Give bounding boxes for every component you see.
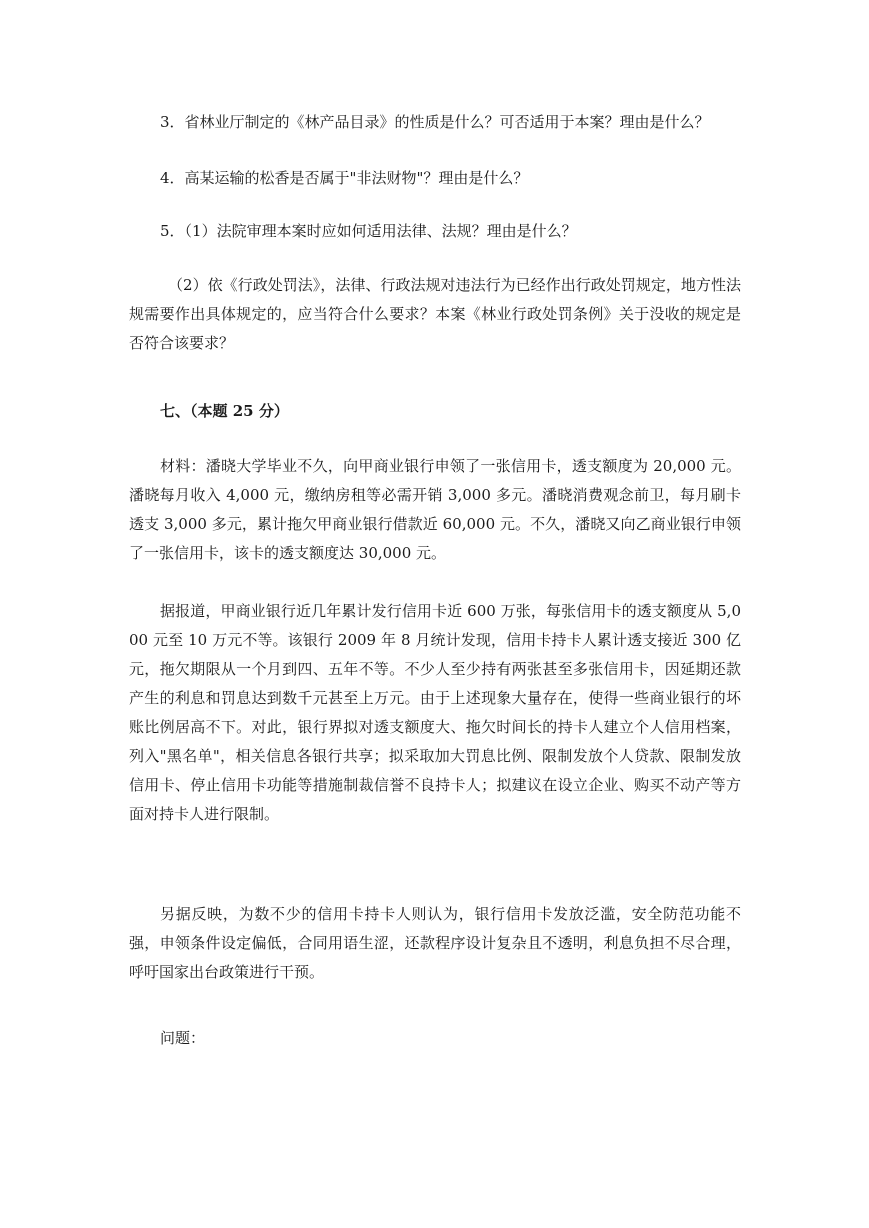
- material-paragraph-2: 据报道，甲商业银行近几年累计发行信用卡近 600 万张，每张信用卡的透支额度从 5,000 元至 10 万元不等。该银行 2009 年 8 月统计发现，信用卡持卡人累计透支接近 300 亿元，拖欠期限从一个月到四、五年不等。不少人至少持有两张甚至多张信用卡，因延期还款产生的利息和罚息达到数千元甚至上万元。由于上述现象大量存在，使得一些商业银行的坏账比例居高不下。对此，银行界拟对透支额度大、拖欠时间长的持卡人建立个人信用档案，列入"黑名单"，相关信息各银行共享；拟采取加大罚息比例、限制发放个人贷款、限制发放信用卡、停止信用卡功能等措施制裁信誉不良持卡人；拟建议在设立企业、购买不动产等方面对持卡人进行限制。: [129, 602, 741, 823]
- question-5-part-1: 5．（1）法院审理本案时应如何适用法律、法规？理由是什么？: [160, 222, 577, 240]
- material-paragraph-1: 材料：潘晓大学毕业不久，向甲商业银行申领了一张信用卡，透支额度为 20,000 元。潘晓每月收入 4,000 元，缴纳房租等必需开销 3,000 多元。潘晓消费观念前卫，每月刷卡透支 3,000 多元，累计拖欠甲商业银行借款近 60,000 元。不久，潘晓又向乙商业银行申领了一张信用卡，该卡的透支额度达 30,000 元。: [129, 457, 741, 562]
- questions-label: 问题：: [160, 1029, 206, 1047]
- question-4: 4．高某运输的松香是否属于"非法财物"？理由是什么？: [160, 169, 529, 187]
- section-7-heading: 七、（本题 25 分）: [160, 402, 289, 420]
- question-3: 3．省林业厅制定的《林产品目录》的性质是什么？可否适用于本案？理由是什么？: [160, 113, 710, 131]
- question-5-part-2: （2）依《行政处罚法》，法律、行政法规对违法行为已经作出行政处罚规定，地方性法规需要作出具体规定的，应当符合什么要求？本案《林业行政处罚条例》关于没收的规定是否符合该要求？: [129, 276, 741, 352]
- material-paragraph-3: 另据反映，为数不少的信用卡持卡人则认为，银行信用卡发放泛滥，安全防范功能不强，申领条件设定偏低，合同用语生涩，还款程序设计复杂且不透明，利息负担不尽合理，呼吁国家出台政策进行干预。: [129, 905, 741, 981]
